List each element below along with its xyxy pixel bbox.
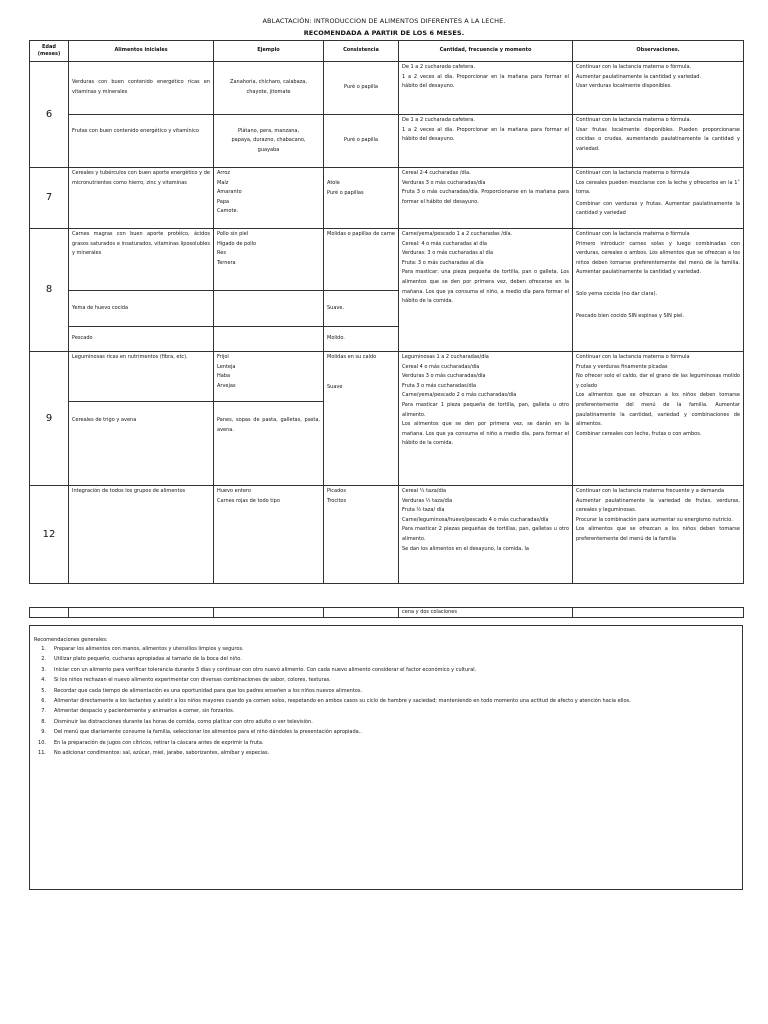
observation-line: Los cereales pueden mezclarse con la leche y ofrecerlos en la 1˚ toma. xyxy=(576,179,740,196)
amount-line: Los alimentos que se den por primera vez, se darán en la mañana. Los que ya consuma el niño a medio día, para formar el hábito de la comida. xyxy=(402,421,569,447)
continuation-cell xyxy=(324,608,399,618)
example-line: chayote, jitomate xyxy=(246,89,291,95)
list-item: 3. Iniciar con un alimento para verificar tolerancia durante 3 días y continuar con otro nuevo alimento. Con cada nuevo alimento considerar el factor económico y cultural. xyxy=(41,666,477,673)
table-row xyxy=(30,229,744,291)
amount-line: Leguminosas 1 a 2 cucharadas/día xyxy=(402,354,489,360)
amount-line: Cereal 4 o más cucharadas/día xyxy=(402,363,480,370)
example-line: Frijol xyxy=(217,354,229,360)
example-line: Arvejas xyxy=(217,382,236,389)
food-cell: Cereales de trigo y avena xyxy=(69,402,214,486)
amount-line: Para masticar: una pieza pequeña de tortilla, pan o galleta. Los alimentos que se den por primera vez, deben ofrecerse en la mañana. Los que ya consuma el niño, a medio día para formar el hábito de la comida. xyxy=(402,269,569,305)
amount-line: Cereal ¼ taza/día xyxy=(402,488,447,494)
consistency-line: Puré o papillas xyxy=(327,189,364,196)
consistency-line: Suave xyxy=(327,383,343,390)
example-line: Haba xyxy=(217,373,231,380)
feeding-table xyxy=(29,40,744,584)
table-row xyxy=(30,608,744,618)
example-line: Papa xyxy=(217,198,230,205)
amount-line: Carne/yema/pescado 1 a 2 cucharadas /día. xyxy=(402,231,513,237)
amount-cell xyxy=(399,229,573,352)
observation-line: Solo yema cocida (no dar clara). xyxy=(576,290,658,297)
food-cell: Integración de todos los grupos de alimentos xyxy=(69,486,214,584)
consistency-line: Atole xyxy=(327,180,340,186)
continuation-amount-cell: cena y dos colaciones xyxy=(399,608,573,618)
amount-line: De 1 a 2 cucharada cafetera. xyxy=(402,64,475,70)
consistency-line: Trocitos xyxy=(327,497,347,504)
example-line: Lenteja xyxy=(217,363,236,370)
example-line: papaya, durazno, chabacano, xyxy=(231,137,306,144)
example-line: Camote. xyxy=(217,208,239,215)
example-line: Res xyxy=(217,250,226,257)
document-title: ABLACTACIÓN: INTRODUCCION DE ALIMENTOS DIFERENTES A LA LECHE. xyxy=(262,17,506,25)
example-cell xyxy=(214,291,324,327)
table-row xyxy=(30,168,744,229)
observation-line: Pescado bien cocido SIN espinas y SIN piel. xyxy=(576,312,685,319)
example-cell: Panes, sopas de pasta, galletas, pasta, avena. xyxy=(214,402,324,486)
observation-cell xyxy=(573,168,744,229)
list-item: 8. Disminuir las distracciones durante las horas de comida, como platicar con otro adulto o ver televisión. xyxy=(41,718,313,725)
amount-line: 1 a 2 veces al día. Proporcionar en la mañana para formar el hábito del desayuno. xyxy=(402,126,569,143)
observation-line: Los alimentos que se ofrezcan a los niños deben tomarse preferentemente del menú de la familia xyxy=(576,526,740,542)
example-cell xyxy=(214,352,324,402)
observation-cell xyxy=(573,486,744,584)
list-item: 10. En la preparación de jugos con cítricos, retirar la cáscara antes de exprimir la fruta. xyxy=(38,739,264,746)
consistency-cell: Suave. xyxy=(324,291,399,327)
observation-line: Continuar con la lactancia materna frecuente y a demanda xyxy=(576,488,725,494)
amount-line: Para masticar 1 pieza pequeña de tortilla, pan, galleta u otro alimento. xyxy=(402,401,569,418)
amount-line: Cereal: 4 o más cucharadas al día xyxy=(402,240,487,247)
col-header-foods: Alimentos iniciales xyxy=(69,41,214,62)
amount-cell xyxy=(399,168,573,229)
consistency-cell xyxy=(324,168,399,229)
observation-line: Frutas y verduras finamente picadas xyxy=(576,363,668,370)
food-cell: Verduras con buen contenido energético ricas en vitaminas y minerales xyxy=(69,62,214,115)
continuation-cell xyxy=(30,608,69,618)
amount-cell xyxy=(399,62,573,115)
observation-line: Usar verduras localmente disponibles. xyxy=(576,83,672,90)
amount-line: 1 a 2 veces al día. Proporcionar en la mañana para formar el hábito del desayuno. xyxy=(402,73,569,90)
consistency-line: Picados xyxy=(327,488,346,494)
list-item: 7. Alimentar despacio y pacientemente y animarlos a comer, sin forzarlos. xyxy=(41,708,235,715)
amount-cell xyxy=(399,352,573,486)
example-cell xyxy=(214,115,324,168)
example-line: Ternera xyxy=(217,259,236,266)
col-header-consistency: Consistencia xyxy=(324,41,399,62)
continuation-cell xyxy=(573,608,744,618)
example-line: Arroz xyxy=(217,170,231,176)
col-header-observations: Observaciones. xyxy=(573,41,744,62)
example-cell xyxy=(214,327,324,352)
food-cell: Yema de huevo cocida xyxy=(69,291,214,327)
consistency-cell xyxy=(324,352,399,486)
col-header-example: Ejemplo xyxy=(214,41,324,62)
observation-cell xyxy=(573,352,744,486)
list-item: 11. No adicionar condimentos: sal, azúcar, miel, jarabe, saborizantes, almíbar y especias. xyxy=(38,749,270,756)
continuation-cell xyxy=(214,608,324,618)
example-line: Hígado de pollo xyxy=(217,240,257,247)
amount-cell xyxy=(399,115,573,168)
consistency-cell: Puré o papilla xyxy=(324,115,399,168)
example-cell xyxy=(214,168,324,229)
document-subtitle: RECOMENDADA A PARTIR DE LOS 6 MESES. xyxy=(303,29,465,37)
list-item: 2. Utilizar plato pequeño, cucharas apropiadas al tamaño de la boca del niño. xyxy=(41,656,242,663)
observation-line: Continuar con la lactancia materna o fórmula xyxy=(576,354,690,360)
continuation-cell xyxy=(69,608,214,618)
amount-line: Carne/yema/pescado 2 o más cucharadas/día xyxy=(402,392,517,399)
observation-line: Combinar cereales con leche, frutas o con ambos. xyxy=(576,430,702,437)
amount-line: Cereal 2-4 cucharadas /día. xyxy=(402,170,471,176)
example-cell xyxy=(214,486,324,584)
age-cell: 7 xyxy=(30,168,69,229)
observation-cell xyxy=(573,62,744,115)
observation-line: Continuar con la lactancia materna o fórmula. xyxy=(576,117,692,123)
table-row xyxy=(30,352,744,402)
example-line: Plátano, pera, manzana, xyxy=(237,127,300,134)
list-item: 5. Recordar que cada tiempo de alimentación es una oportunidad para que los padres enseñen a los niños nuevos alimentos. xyxy=(41,687,363,694)
consistency-line: Molidas en su caldo xyxy=(327,354,377,360)
amount-cell xyxy=(399,486,573,584)
example-line: Pollo sin piel xyxy=(217,231,249,237)
example-line: guayaba xyxy=(257,146,280,153)
example-line: Carnes rojas de todo tipo xyxy=(217,497,280,504)
age-cell: 8 xyxy=(30,229,69,352)
table-row xyxy=(30,486,744,584)
age-cell: 6 xyxy=(30,62,69,168)
amount-line: Se dan los alimentos en el desayuno, la comida, la xyxy=(402,545,529,552)
observation-line: Continuar con la lactancia materna o fórmula xyxy=(576,170,690,176)
table-row xyxy=(30,115,744,168)
amount-line: De 1 a 2 cucharada cafetera. xyxy=(402,117,475,123)
example-line: Amaranto xyxy=(217,189,242,196)
amount-line: Verduras 3 o más cucharadas/día xyxy=(402,373,486,380)
observation-line: Usar frutas localmente disponibles. Pueden proporcionarse cocidas o crudas, aumentando paulatinamente la cantidad y variedad. xyxy=(576,126,740,152)
amount-line: Fruta: 3 o más cucharadas al día xyxy=(402,259,484,266)
amount-line: Para masticar 2 piezas pequeñas de tortillas, pan, galletas u otro alimento. xyxy=(402,526,569,542)
food-cell: Pescado xyxy=(69,327,214,352)
list-item: 4. Si los niños rechazan el nuevo alimento experimentar con diversas combinaciones de sabor, colores, texturas. xyxy=(41,677,331,684)
col-header-age: Edad (meses) xyxy=(30,41,69,62)
recommendations-list xyxy=(34,646,734,760)
col-header-amount: Cantidad, frecuencia y momento xyxy=(399,41,573,62)
amount-line: Fruta ½ taza/ día xyxy=(402,507,445,514)
example-cell xyxy=(214,229,324,291)
amount-line: Verduras 3 o más cucharadas/día xyxy=(402,179,486,186)
observation-line: Continuar con la lactancia materna o fórmula. xyxy=(576,64,692,70)
recommendations-title: Recomendaciones generales: xyxy=(34,637,108,643)
age-cell: 12 xyxy=(30,486,69,584)
amount-line: Fruta 3 o más cucharadas/día xyxy=(402,382,477,389)
continuation-table xyxy=(29,607,744,618)
observation-line: Aumentar paulatinamente la cantidad y variedad. xyxy=(576,73,702,80)
observation-cell xyxy=(573,115,744,168)
list-item: 1. Preparar los alimentos con manos, alimentos y utensilios limpios y seguros. xyxy=(41,646,244,652)
recommendations-box xyxy=(29,625,743,890)
food-cell: Cereales y tubérculos con buen aporte energético y de micronutrientes como hierro, zinc y vitaminas xyxy=(69,168,214,229)
age-cell: 9 xyxy=(30,352,69,486)
observation-line: Aumentar paulatinamente la variedad de frutas, verduras, cereales y leguminosas. xyxy=(576,497,740,514)
amount-line: Verduras: 3 o más cucharadas al día xyxy=(402,250,494,257)
consistency-cell: Molidas o papillas de carne xyxy=(324,229,399,291)
consistency-cell: Puré o papilla xyxy=(324,62,399,115)
consistency-cell xyxy=(324,486,399,584)
observation-cell xyxy=(573,229,744,352)
observation-line: Procurar la combinación para aumentar su energismo nutricio. xyxy=(576,516,733,523)
consistency-cell: Molido. xyxy=(324,327,399,352)
list-item: 6. Alimentar directamente a los lactantes y asistir a los niños mayores cuando ya comen solos, respetando en ambos casos su ciclo de hambre y saciedad; manteniendo en todo momento una actitud de afecto y atención hacia ellos. xyxy=(41,697,631,704)
amount-line: Verduras ½ taza/día xyxy=(402,497,453,504)
example-line: Huevo entero xyxy=(217,488,251,494)
observation-line: Continuar con la lactancia materna o fórmula xyxy=(576,231,690,237)
list-item: 9. Del menú que diariamente consume la familia, seleccionar los alimentos para el niño dándoles la presentación apropiada.. xyxy=(41,729,362,736)
food-cell: Leguminosas ricas en nutrimentos (fibra, etc). xyxy=(69,352,214,402)
food-cell: Frutas con buen contenido energético y vitamínico xyxy=(69,115,214,168)
amount-line: Fruta 3 o más cucharadas/día. Proporcionarse en la mañana para formar el hábito del desayuno. xyxy=(402,189,569,205)
example-line: Maíz xyxy=(217,179,229,186)
observation-line: Los alimentos que se ofrezcan a los niños deben tomarse preferentemente del menú de la familia. Aumentar paulatinamente la cantidad, variedad y combinaciones de alimentos. xyxy=(576,392,740,428)
example-line: Zanahoria, chícharo, calabaza, xyxy=(230,79,307,86)
observation-line: No ofrecer solo el caldo, dar el grano de las leguminosas molido y colado xyxy=(576,373,740,389)
observation-line: Combinar con verduras y frutas. Aumentar paulatinamente la cantidad y variedad xyxy=(576,200,740,217)
table-row xyxy=(30,62,744,115)
amount-line: Carne/leguminosa/huevo/pescado 4 o más cucharadas/día xyxy=(402,516,549,523)
observation-line: Primero introducir carnes solas y luego combinadas con verduras, cereales o ambos. Los alimentos que se ofrezcan a los niños deben tomarse preferentemente del menú de la familia. Aumentar paulatinamente la cantidad y variedad. xyxy=(576,240,740,276)
example-cell xyxy=(214,62,324,115)
food-cell: Carnes magras con buen aporte protéico, ácidos grasos saturados e insaturados, vitaminas liposolubles y minerales xyxy=(69,229,214,291)
